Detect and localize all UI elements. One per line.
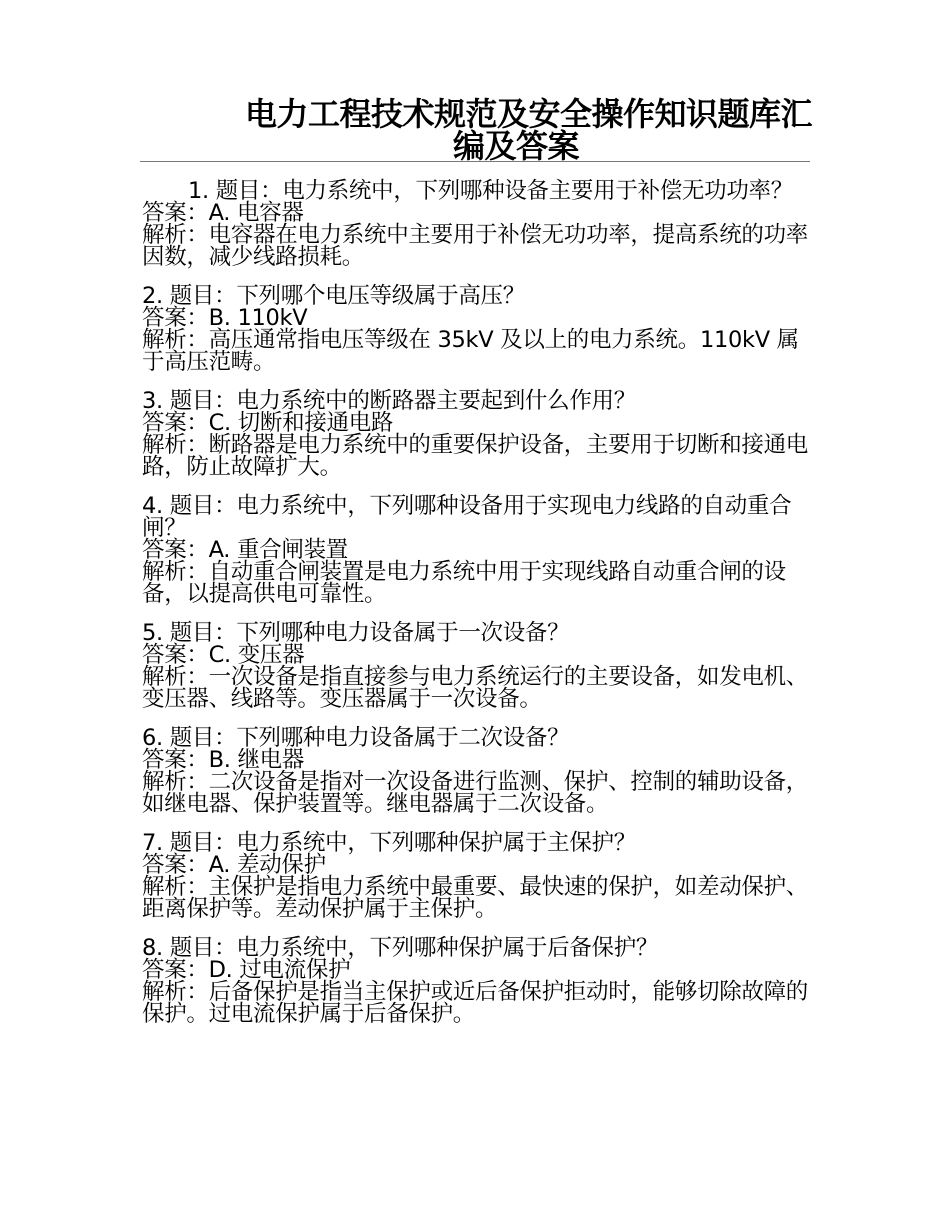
question-text: 6. 题目：下列哪种电力设备属于二次设备？: [142, 725, 570, 751]
question-item-1: [142, 180, 812, 268]
question-item-8: [142, 937, 812, 1025]
analysis-text: 解析：主保护是指电力系统中最重要、最快速的保护，如差动保护、距离保护等。差动保护属于主保护。: [142, 874, 809, 922]
question-text: 1. 题目：电力系统中，下列哪种设备主要用于补偿无功功率？: [188, 178, 793, 204]
question-text: 3. 题目：电力系统中的断路器主要起到什么作用？: [142, 388, 636, 414]
question-text: 2. 题目：下列哪个电压等级属于高压？: [142, 283, 525, 309]
answer-text: 答案：A. 差动保护: [142, 852, 326, 878]
analysis-text: 解析：高压通常指电压等级在 35kV 及以上的电力系统。110kV 属于高压范畴。: [142, 327, 799, 375]
page-title: [140, 95, 812, 165]
question-text: 5. 题目：下列哪种电力设备属于一次设备？: [142, 620, 570, 646]
answer-text: 答案：A. 重合闸装置: [142, 537, 349, 563]
answer-text: 答案：D. 过电流保护: [142, 957, 351, 983]
analysis-text: 解析：二次设备是指对一次设备进行监测、保护、控制的辅助设备，如继电器、保护装置等。继电器属于二次设备。: [142, 769, 809, 817]
answer-text: 答案：C. 切断和接通电路: [142, 410, 394, 436]
title-line-2: 编及答案: [452, 127, 579, 165]
question-text: 7. 题目：电力系统中，下列哪种保护属于主保护？: [142, 830, 636, 856]
question-item-7: [142, 832, 812, 920]
analysis-text: 解析：电容器在电力系统中主要用于补偿无功功率，提高系统的功率因数，减少线路损耗。: [142, 222, 809, 270]
analysis-text: 解析：后备保护是指当主保护或近后备保护拒动时，能够切除故障的保护。过电流保护属于后备保护。: [142, 979, 809, 1027]
question-list: [142, 180, 812, 1042]
title-line-1: 电力工程技术规范及安全操作知识题库汇: [244, 95, 812, 133]
question-text: 8. 题目：电力系统中，下列哪种保护属于后备保护？: [142, 935, 659, 961]
question-item-4: [142, 495, 812, 605]
question-text: 4. 题目：电力系统中，下列哪种设备用于实现电力线路的自动重合闸？: [142, 493, 792, 541]
question-item-6: [142, 727, 812, 815]
answer-text: 答案：B. 110kV: [142, 305, 308, 331]
question-item-3: [142, 390, 812, 478]
answer-text: 答案：B. 继电器: [142, 747, 305, 773]
analysis-text: 解析：断路器是电力系统中的重要保护设备，主要用于切断和接通电路，防止故障扩大。: [142, 432, 809, 480]
title-divider: [140, 161, 810, 162]
question-item-2: [142, 285, 812, 373]
question-item-5: [142, 622, 812, 710]
answer-text: 答案：C. 变压器: [142, 642, 305, 668]
answer-text: 答案：A. 电容器: [142, 200, 304, 226]
analysis-text: 解析：一次设备是指直接参与电力系统运行的主要设备，如发电机、变压器、线路等。变压器属于一次设备。: [142, 664, 809, 712]
analysis-text: 解析：自动重合闸装置是电力系统中用于实现线路自动重合闸的设备，以提高供电可靠性。: [142, 559, 786, 607]
